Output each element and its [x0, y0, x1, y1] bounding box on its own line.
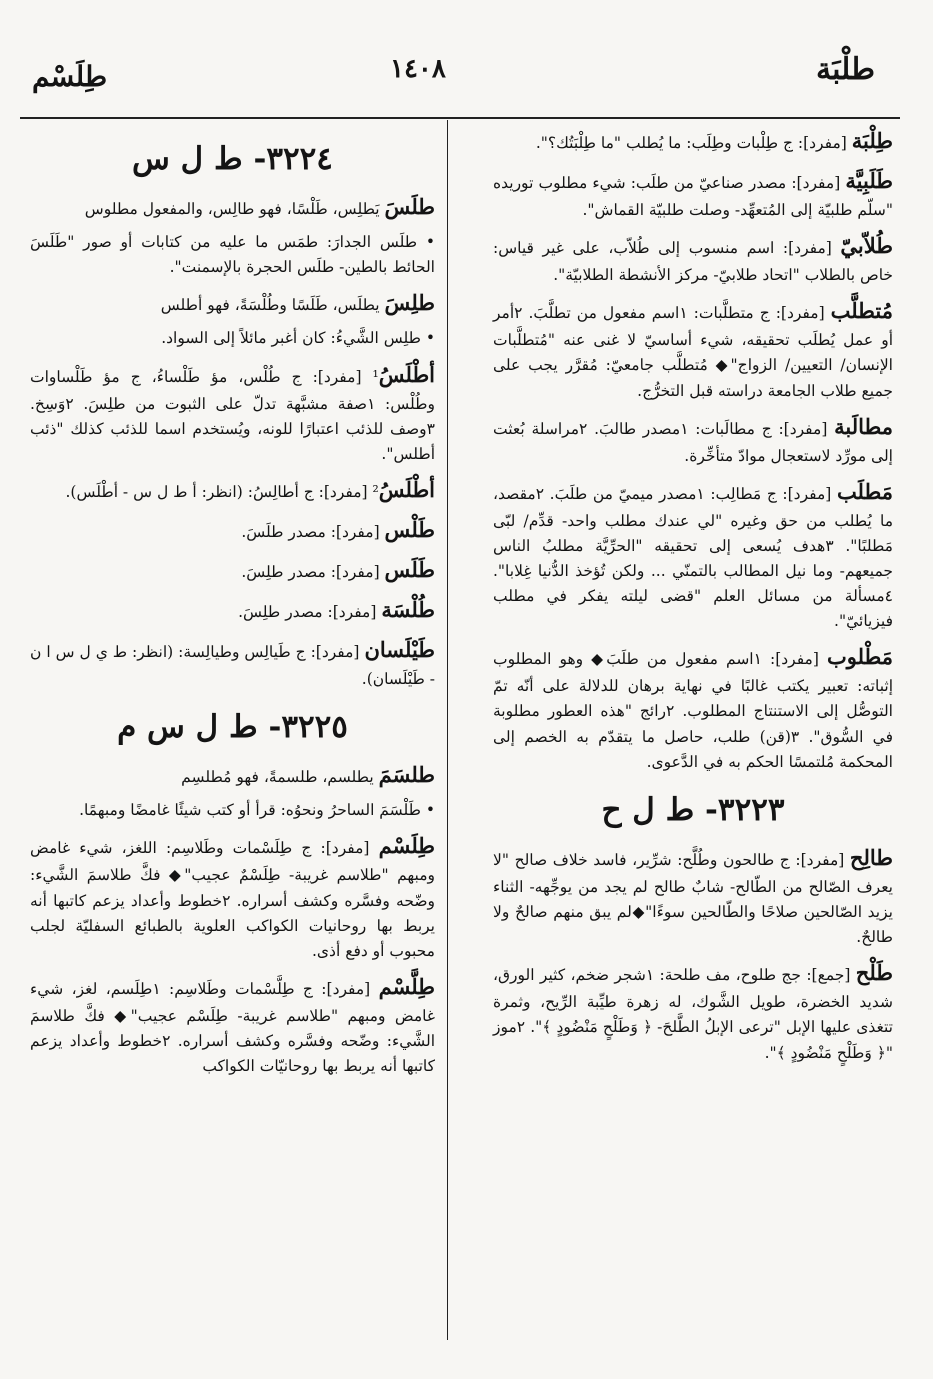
dictionary-entry — [30, 473, 435, 507]
headword: طلِسَ — [384, 290, 435, 316]
headword: أطْلَسُ — [378, 361, 435, 387]
column-separator — [447, 120, 448, 1340]
dictionary-entry — [30, 286, 435, 320]
dictionary-entry — [30, 326, 435, 351]
definition-text: يطلسم، طلسمةً، فهو مُطلسِم — [181, 768, 379, 787]
headword: طِلَّسْم — [378, 973, 435, 999]
dictionary-entry — [30, 358, 435, 467]
definition-text: ² [مفرد]: ج أطالِسُ: (انظر: أ ط ل س - أطْلَس). — [65, 482, 379, 501]
definition-text: [مفرد]: ١اسم مفعول من طلَبَ◆ وهو المطلوب إثباته: تعبير يكتب غالبًا في نهاية برهان للدلالة على أنّه تمّ التوصُّل إلى الاستنتاج المطلوب. ٢رائج "هذه العطور مطلوبة في السُّوق". ٣(قن) طلب، حاصل ما يتقدّم به الخصم إلى المحكمة مُلتمسًا الحكم به في الدَّعوى. — [493, 650, 893, 771]
headword: طَلْح — [855, 960, 894, 986]
definition-text: [جمع]: جج طلوح، مف طلحة: ١شجر ضخم، كثير الورق، شديد الخضرة، طويل الشَّوك، له زهرة طيِّبة الرِّيح، وثمرة تتغذى عليها الإبل "ترعى الإبلُ الطَّلحَ- ﴿ وَطَلْحٍ مَنْضُودٍ ﴾". ٢موز "﴿ وَطَلْحٍ مَنْضُودٍ ﴾". — [493, 966, 893, 1062]
headword: طالِح — [849, 844, 893, 870]
headword: مطالَبة — [834, 413, 893, 439]
dictionary-entry — [493, 164, 893, 223]
headword: طلسَمَ — [378, 762, 435, 788]
definition-text: • طلَس الجدارَ: طمَس ما عليه من كتابات أو صور "طَلَسَ الحائط بالطين- طلَس الحجرة بالإسمنت". — [30, 233, 435, 277]
dictionary-entry — [30, 829, 435, 963]
dictionary-entry — [30, 758, 435, 792]
dictionary-entry — [493, 410, 893, 469]
definition-text: [مفرد]: ج طَيالِس وطيالِسة: (انظر: ط ي ل س ا ن - طَيْلَسان). — [30, 642, 435, 688]
definition-text: [مفرد]: مصدر طلِسَ. — [241, 562, 385, 581]
headword: مُتطلَّب — [830, 298, 893, 324]
definition-text: [مفرد]: ج متطلَّبات: ١اسم مفعول من تطلَّبَ. ٢أمر أو عمل يُطلَب تحقيقه، شيء أساسيّ لا غنى عنه "مُتطلَّبات الإنسان/ التعيين/ الزواج"◆ مُتطلَّب جامعيّ: مُقرَّر يجب على جميع طلاب الجامعة دراسته قبل التخرُّج. — [493, 304, 893, 400]
left-column — [30, 124, 435, 1085]
headword: طلَسَ — [384, 194, 435, 220]
definition-text: [مفرد]: ج مطالَبات: ١مصدر طالبَ. ٢مراسلة بُعثت إلى مورِّد لاستعجال موادّ متأخِّرة. — [493, 419, 893, 465]
headword: طُلْسَة — [381, 596, 435, 622]
headword: طِلَسْم — [378, 833, 435, 859]
headword: طِلْبَة — [851, 128, 893, 153]
definition-text: يطلَس، طَلَسًا وطُلْسَةً، فهو أطلس — [160, 296, 385, 315]
page-number: ١٤٠٨ — [390, 54, 446, 84]
headword: طَلَبِيَّة — [845, 168, 893, 194]
headword: أطْلَسُ — [378, 476, 435, 502]
section-heading-3225: ٣٢٢٥- ط ل س م — [117, 709, 348, 746]
definition-text: [مفرد]: ج طِلَسْمات وطَلاسِم: اللغز، شيء غامض ومبهم "طلاسم غريبة- طِلَسْمٌ عجيب"◆ فكَّ طلاسمَ الشَّيء: وضّحه وفسَّره وكشف أسراره. ٢خطوط وأعداد يزعم كاتبها أنه يربط بها روحانيات الكواكب العلوية بالطبائع السفليّة لجلب محبوب أو دفع أذى. — [30, 839, 435, 960]
dictionary-entry — [493, 294, 893, 403]
dictionary-entry — [30, 190, 435, 224]
definition-text: [مفرد]: ج طِلَّسْمات وطَلاسِم: ١طِلَسم، لغز، شيء غامض ومبهم "طلاسم غريبة- طِلَسْم عجيب"◆ فكَّ طلاسمَ الشَّيء: وضّحه وفسَّره وكشف أسراره. ٢خطوط وأعداد يزعم كاتبها أنه يربط بها روحانيّات الكواكب — [30, 979, 436, 1076]
dictionary-entry — [30, 798, 435, 823]
dictionary-entry — [493, 956, 893, 1065]
headword: مَطْلوب — [826, 644, 893, 670]
definition-text: [مفرد]: ج مَطالِب: ١مصدر ميميّ من طلَبَ. ٢مقصد، ما يُطلب من حق وغيره "لي عندك مطلب واحد- قدِّم/ لبّى مَطلبًا". ٣هدف يُسعى إلى تحقيقه "الحرِّيَّة مطلبُ الناس جميعهم- وما نيل المطالب بالتمنّي ... ولكن تُؤخذ الدُّنيا غِلابا". ٤مسألة من مسائل العلم "قضى ليلته يفكر في مطلب فيزيائيّ". — [493, 484, 893, 631]
headword: طَلْس — [384, 516, 435, 542]
definition-text: [مفرد]: مصدر طلِسَ. — [238, 602, 382, 621]
definition-text: [مفرد]: اسم منسوب إلى طُلاّب، على غير قياس: خاص بالطلاب "اتحاد طلابيّ- مركز الأنشطة الطلابيّة". — [493, 239, 893, 285]
header-rule — [20, 117, 900, 119]
headword: طُلاّبيّ — [840, 233, 893, 259]
headword: طَلَس — [384, 556, 435, 582]
guide-word-first: طلْبَة — [816, 52, 875, 87]
guide-word-last: طِلَسْم — [32, 60, 108, 93]
dictionary-entry — [493, 124, 893, 158]
headword: مَطلَب — [836, 478, 893, 504]
definition-text: يَطلِس، طَلْسًا، فهو طالِس، والمفعول مطلوس — [84, 200, 385, 219]
definition-text: [مفرد]: ج طِلْبات وطِلَب: ما يُطلب "ما طِلْبَتُك؟". — [535, 134, 852, 152]
dictionary-entry — [30, 970, 435, 1079]
headword: طَيْلَسان — [364, 636, 435, 662]
dictionary-entry — [493, 841, 893, 950]
right-column — [493, 124, 893, 1072]
dictionary-entry — [30, 230, 435, 280]
dictionary-entry — [30, 513, 435, 547]
definition-text: [مفرد]: مصدر صناعيّ من طلَب: شيء مطلوب توريده "سلّم طلبيّة إلى المُتعهِّد- وصلت طلبيّة القماش". — [493, 174, 893, 220]
dictionary-entry — [493, 229, 893, 288]
dictionary-entry — [30, 593, 435, 627]
page-header — [0, 52, 933, 112]
definition-text: • طلِس الشَّيءُ: كان أغبر مائلاً إلى السواد. — [161, 329, 435, 348]
definition-text: ¹ [مفرد]: ج طُلْس، مؤ طَلْساءُ، ج مؤ طَلْساوات وطُلْس: ١صفة مشبَّهة تدلّ على الثبوت من طلِسَ. ٢وَسِخ. ٣وصف للذئب اعتبارًا للونه، ويُستخدم اسما للذئب كذلك "ذئب أطلس". — [30, 367, 435, 463]
section-heading-3224: ٣٢٢٤- ط ل س — [132, 141, 333, 177]
section-heading-3223: ٣٢٢٣- ط ل ح — [601, 791, 785, 828]
definition-text: [مفرد]: ج طالحون وطُلَّح: شرِّير، فاسد خلاف صالح "لا يعرف الصّالح من الطّالح- شابٌ طالح لم يجد من يوجِّهه- الثناء يزيد الصّالحين صلاحًا والطّالحين سوءًا"◆لم يبق منهم صالحٌ ولا طالحٌ. — [493, 850, 893, 947]
dictionary-entry — [493, 640, 893, 774]
dictionary-entry — [30, 553, 435, 587]
dictionary-entry — [493, 475, 893, 635]
definition-text: [مفرد]: مصدر طلَسَ. — [241, 522, 385, 541]
dictionary-entry — [30, 633, 435, 692]
definition-text: • طَلْسَمَ الساحرُ ونحوُه: قرأ أو كتب شيئًا غامضًا ومبهمًا. — [79, 801, 435, 820]
